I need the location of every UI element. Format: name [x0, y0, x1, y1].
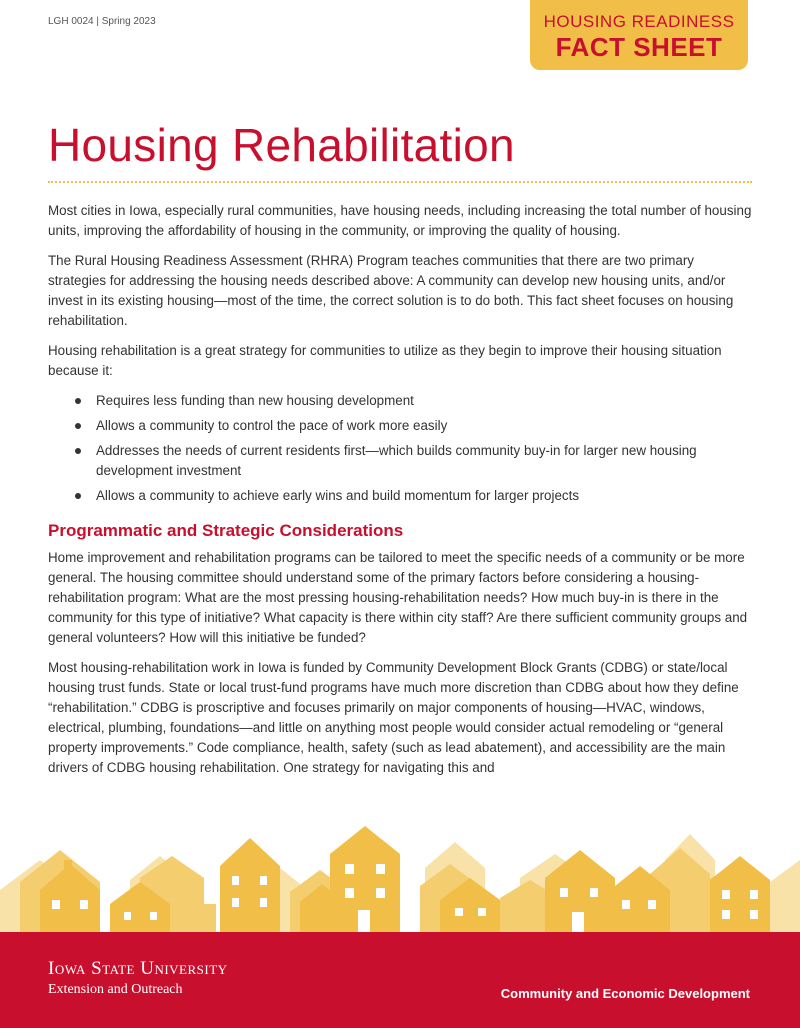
university-logo-text: Iowa State University	[48, 958, 228, 979]
section-paragraph-1: Home improvement and rehabilitation programs can be tailored to meet the specific needs of a community or be more general. The housing committee should understand some of the primary factors before considering a housing-rehabilitation program: What are the most pressing housing-rehabilitation needs? How much buy-in is there in the community for this type of initiative? What capacity is there within city staff? Are there sufficient community groups and general volunteers? How will this initiative be funded?	[48, 550, 748, 645]
list-item: Requires less funding than new housing development	[72, 391, 754, 411]
university-subtitle: Extension and Outreach	[48, 982, 183, 997]
house-skyline-illustration	[0, 820, 800, 932]
list-item: Addresses the needs of current residents first—which builds community buy-in for larger new housing development investment	[72, 441, 754, 481]
list-item: Allows a community to control the pace of work more easily	[72, 416, 754, 436]
fact-sheet-badge	[530, 0, 748, 70]
main-content	[48, 201, 754, 788]
section-heading: Programmatic and Strategic Considerations	[48, 521, 404, 540]
document-code: LGH 0024 | Spring 2023	[48, 16, 156, 27]
benefits-list	[72, 391, 754, 506]
section-paragraph-2: Most housing-rehabilitation work in Iowa is funded by Community Development Block Grants (CDBG) or state/local housing trust funds. State or local trust-fund programs have much more discretion than CDBG about how they define “rehabilitation.” CDBG is proscriptive and focuses primarily on major components of housing—HVAC, windows, electrical, plumbing, foundations—and little on anything most people would consider actual remodeling or “general property improvements.” Code compliance, health, safety (such as lead abatement), and accessibility are the main drivers of CDBG housing rehabilitation. One strategy for navigating this and	[48, 660, 739, 775]
intro-paragraph-3: Housing rehabilitation is a great strategy for communities to utilize as they begin to improve their housing situation because it:	[48, 343, 722, 378]
list-item: Allows a community to achieve early wins and build momentum for larger projects	[72, 486, 754, 506]
intro-paragraph-2: The Rural Housing Readiness Assessment (RHRA) Program teaches communities that there are two primary strategies for addressing the housing needs described above: A community can develop new housing units, and/or invest in its existing housing—most of the time, the correct solution is to do both. This fact sheet focuses on housing rehabilitation.	[48, 253, 734, 328]
unit-name: Community and Economic Development	[500, 986, 750, 1001]
title-divider	[48, 181, 752, 183]
badge-title: FACT SHEET	[555, 32, 723, 62]
intro-paragraph-1: Most cities in Iowa, especially rural communities, have housing needs, including increasing the total number of housing units, improving the affordability of housing in the community, or improving the quality of housing.	[48, 203, 752, 238]
footer-bar	[0, 932, 800, 1028]
page-title: Housing Rehabilitation	[48, 119, 515, 171]
badge-subtitle: HOUSING READINESS	[543, 12, 735, 31]
